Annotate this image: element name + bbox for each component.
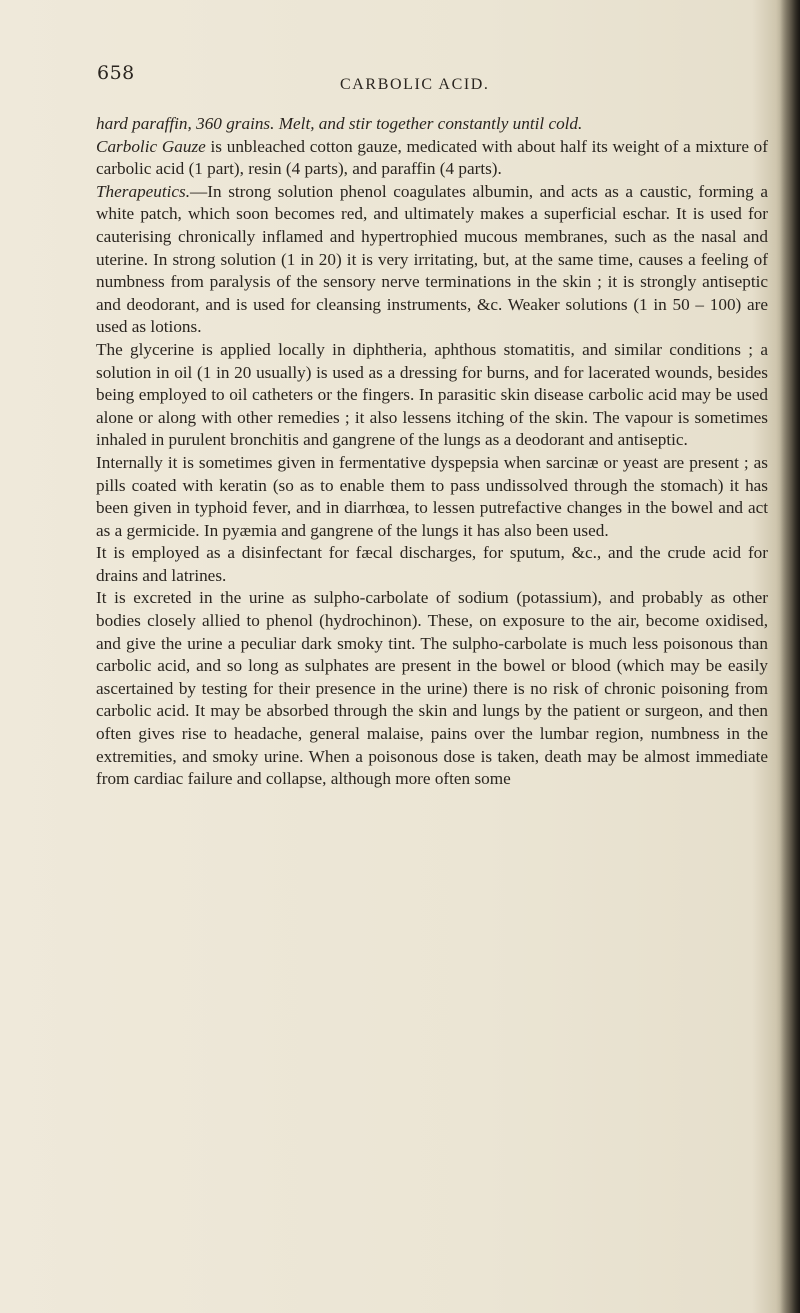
paragraph bbox=[96, 136, 768, 181]
paragraph-text: It is employed as a disinfectant for fæcal discharges, for sputum, &c., and the crude acid for drains and latrines. bbox=[96, 543, 768, 585]
paragraph bbox=[96, 113, 768, 136]
paragraph-text: —In strong solution phenol coagulates albumin, and acts as a caustic, forming a white patch, which soon becomes red, and ultimately makes a superficial eschar. It is used for cauterising chronically inflamed and hypertrophied mucous membranes, such as the nasal and uterine. In strong solution (1 in 20) it is very irritating, but, at the same time, causes a feeling of numbness from paralysis of the sensory nerve terminations in the skin ; it is strongly antiseptic and deodorant, and is used for cleansing instruments, &c. Weaker solutions (1 in 50 – 100) are used as lotions. bbox=[96, 181, 768, 337]
italic-text: hard paraffin, 360 grains. Melt, and stir together constantly until cold. bbox=[96, 114, 583, 133]
paragraph bbox=[96, 181, 768, 339]
paragraph-text: is unbleached cotton gauze, medicated with about half its weight of a mixture of carbolic acid (1 part), resin (4 parts), and paraffin (4 parts). bbox=[96, 136, 768, 179]
body-text bbox=[96, 113, 768, 791]
paragraph bbox=[96, 452, 768, 542]
paragraph-text: Internally it is sometimes given in fermentative dyspepsia when sarcinæ or yeast are present ; as pills coated with keratin (so as to enable them to pass undissolved through the stomach) it has been given in typhoid fever, and in diarrhœa, to lessen putrefactive changes in the bowel and act as a germicide. In pyæmia and gangrene of the lungs it has also been used. bbox=[96, 452, 768, 540]
paragraph-text: The glycerine is applied locally in diphtheria, aphthous stomatitis, and similar conditions ; a solution in oil (1 in 20 usually) is used as a dressing for burns, and for lacerated wounds, besides being employed to oil catheters or the fingers. In parasitic skin disease carbolic acid may be used alone or along with other remedies ; it also lessens itching of the skin. The vapour is sometimes inhaled in purulent bronchitis and gangrene of the lungs as a deodorant and antiseptic. bbox=[96, 339, 768, 450]
page-header bbox=[0, 62, 800, 102]
page-binding-shadow bbox=[780, 0, 800, 1313]
paragraph bbox=[96, 587, 768, 790]
paragraph-text: It is excreted in the urine as sulpho-carbolate of sodium (potassium), and probably as other bodies closely allied to phenol (hydrochinon). These, on exposure to the air, become oxidised, and give the urine a peculiar dark smoky tint. The sulpho-carbolate is much less poisonous than carbolic acid, and so long as sulphates are present in the bowel or blood (which may be easily ascertained by testing for their presence in the urine) there is no risk of chronic poisoning from carbolic acid. It may be absorbed through the skin and lungs by the patient or surgeon, and then often gives rise to headache, general malaise, pains over the lumbar region, numbness in the extremities, and smoky urine. When a poisonous dose is taken, death may be almost immediate from cardiac failure and collapse, although more often some bbox=[96, 588, 768, 789]
paragraph bbox=[96, 339, 768, 452]
italic-text: Therapeutics. bbox=[96, 181, 191, 201]
paragraph bbox=[96, 542, 768, 587]
running-title: CARBOLIC ACID. bbox=[340, 76, 490, 93]
page-number: 658 bbox=[97, 62, 135, 84]
italic-text: Carbolic Gauze bbox=[96, 136, 206, 156]
